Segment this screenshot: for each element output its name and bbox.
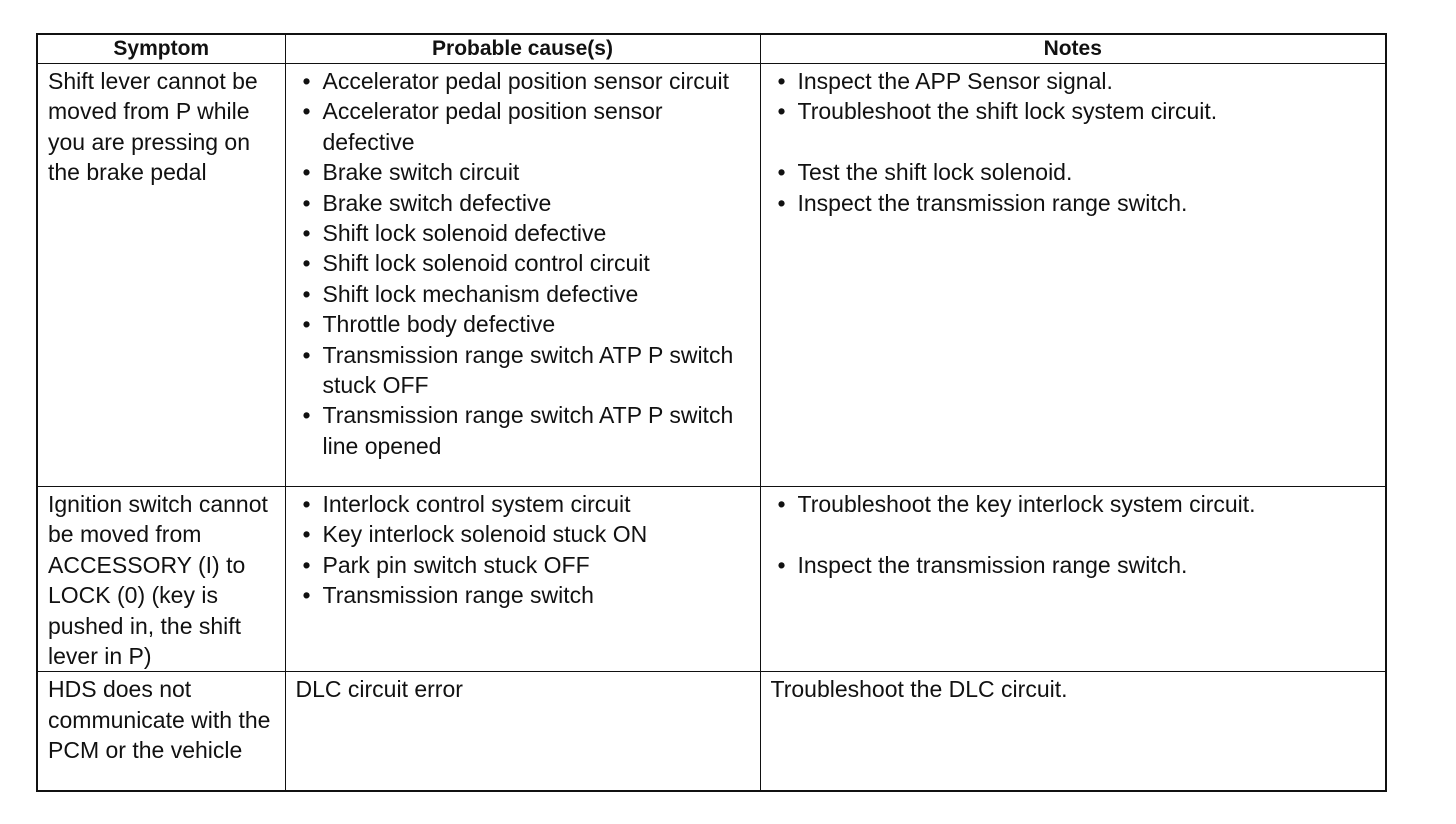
causes-list <box>296 66 752 461</box>
causes-cell <box>285 487 760 672</box>
notes-cell <box>760 487 1386 672</box>
notes-list <box>771 489 1378 580</box>
cause-item: • Shift lock mechanism defective <box>296 279 752 309</box>
header-probable-causes: Probable cause(s) <box>285 34 760 64</box>
header-row <box>37 34 1386 64</box>
causes-cell <box>285 64 760 487</box>
causes-cell: DLC circuit error <box>285 672 760 792</box>
table-row <box>37 64 1386 487</box>
header-notes: Notes <box>760 34 1386 64</box>
cause-item: • Accelerator pedal position sensor defective <box>296 96 752 157</box>
cause-item: • Transmission range switch <box>296 580 752 610</box>
note-item: • Inspect the transmission range switch. <box>771 188 1378 218</box>
spacer <box>771 127 1378 157</box>
cause-item: • Accelerator pedal position sensor circuit <box>296 66 752 96</box>
cause-item: • Transmission range switch ATP P switch stuck OFF <box>296 340 752 401</box>
symptom-cell: Ignition switch cannot be moved from ACCESSORY (I) to LOCK (0) (key is pushed in, the shift lever in P) <box>37 487 285 672</box>
cause-item: • Park pin switch stuck OFF <box>296 550 752 580</box>
table-row <box>37 672 1386 792</box>
note-item: • Troubleshoot the key interlock system circuit. <box>771 489 1378 519</box>
cause-item: • Interlock control system circuit <box>296 489 752 519</box>
notes-cell: Troubleshoot the DLC circuit. <box>760 672 1386 792</box>
symptom-cell: HDS does not communicate with the PCM or the vehicle <box>37 672 285 792</box>
cause-item: • Brake switch defective <box>296 188 752 218</box>
cause-item: • Transmission range switch ATP P switch line opened <box>296 400 752 461</box>
cause-item: • Shift lock solenoid control circuit <box>296 248 752 278</box>
cause-item: • Key interlock solenoid stuck ON <box>296 519 752 549</box>
cause-item: • Brake switch circuit <box>296 157 752 187</box>
note-item: • Inspect the transmission range switch. <box>771 550 1378 580</box>
notes-cell <box>760 64 1386 487</box>
header-symptom: Symptom <box>37 34 285 64</box>
note-item: • Test the shift lock solenoid. <box>771 157 1378 187</box>
spacer <box>771 519 1378 549</box>
troubleshooting-table <box>36 33 1387 792</box>
note-item: • Inspect the APP Sensor signal. <box>771 66 1378 96</box>
table-row <box>37 487 1386 672</box>
cause-item: • Shift lock solenoid defective <box>296 218 752 248</box>
notes-list <box>771 66 1378 218</box>
cause-item: • Throttle body defective <box>296 309 752 339</box>
causes-list <box>296 489 752 611</box>
symptom-cell: Shift lever cannot be moved from P while you are pressing on the brake pedal <box>37 64 285 487</box>
note-item: • Troubleshoot the shift lock system circuit. <box>771 96 1378 126</box>
